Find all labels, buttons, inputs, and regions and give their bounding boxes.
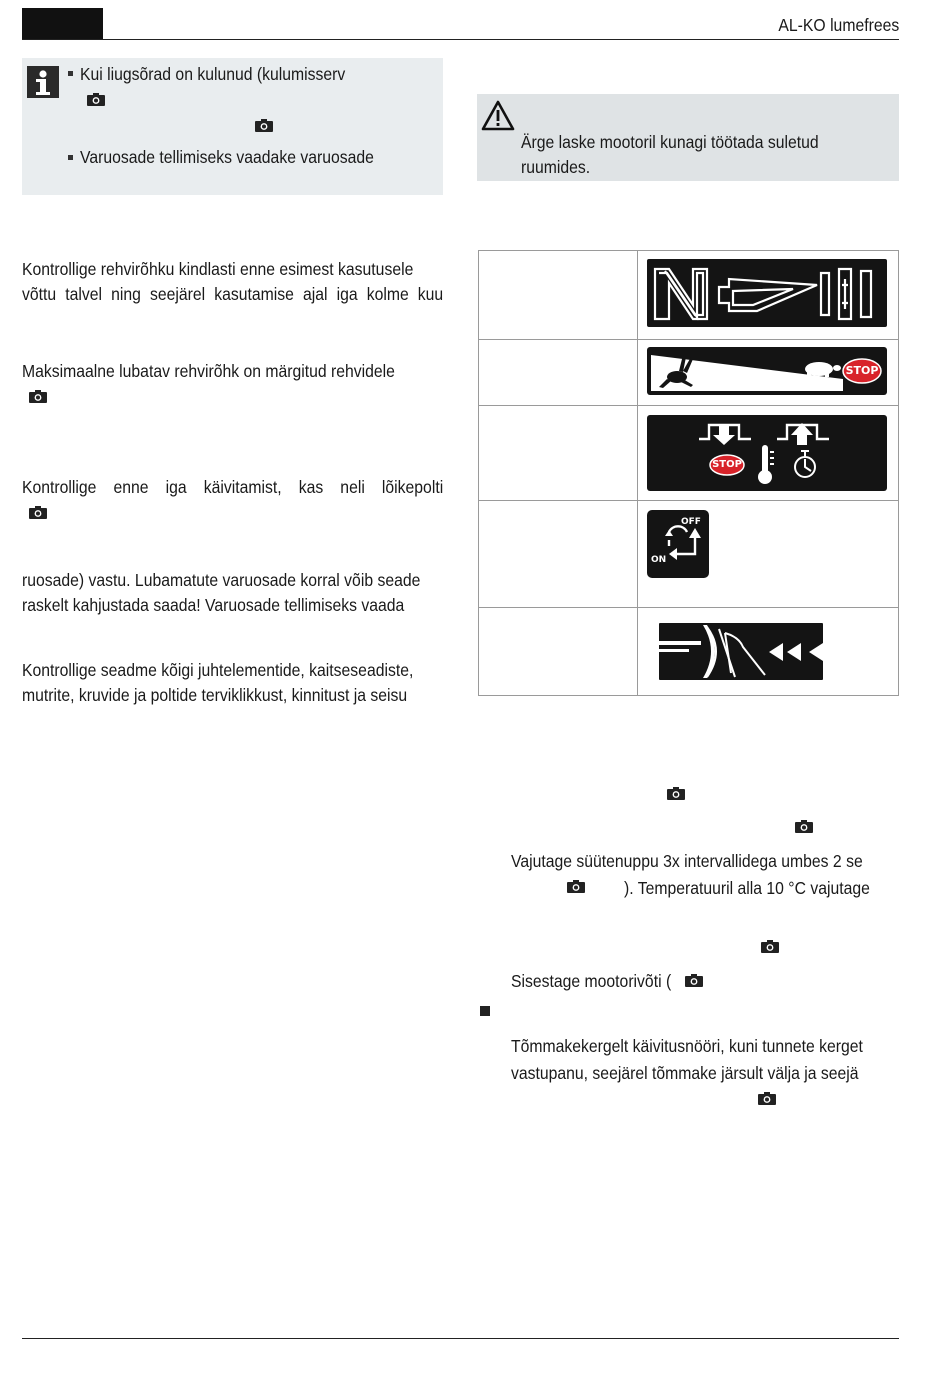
camera-icon xyxy=(667,787,685,800)
shear-bolt-check-text: Kontrollige enne iga käivitamist, kas neli lõikepolti xyxy=(22,477,444,497)
on-label: ON xyxy=(651,555,667,565)
speed-symbol xyxy=(647,347,887,395)
camera-icon xyxy=(567,880,585,893)
warning-box xyxy=(477,94,899,181)
warning-text-line-1: Ärge laske mootoril kunagi töötada suletud xyxy=(521,132,819,152)
primer-step-line-1: Vajutage süütenuppu 3x intervallidega umbes 2 se xyxy=(511,851,863,871)
bullet xyxy=(68,155,73,160)
arrow-down-icon xyxy=(713,425,735,445)
starter-cord-step-line-1: Tõmmakekergelt käivitusnööri, kuni tunnete kerget xyxy=(511,1036,863,1056)
max-pressure-text: Maksimaalne lubatav rehvirõhk on märgitud rehvidele xyxy=(22,361,395,381)
square-bullet xyxy=(480,1006,490,1016)
stop-label: STOP xyxy=(845,364,879,377)
gear-shift-symbol xyxy=(647,259,887,327)
warning-text-line-2: ruumides. xyxy=(521,157,591,177)
info-item-2: Varuosade tellimiseks vaadake varuosade xyxy=(80,147,374,167)
page-number-block xyxy=(22,8,103,40)
timer-icon xyxy=(795,451,815,477)
header-rule xyxy=(22,39,899,40)
engine-key-step: Sisestage mootorivõti ( xyxy=(511,971,672,991)
spare-parts-text-1: ruosade) vastu. Lubamatute varuosade korral võib seade xyxy=(22,570,421,590)
camera-icon xyxy=(255,119,273,132)
controls-check-text-2: mutrite, kruvide ja poltide terviklikkust, kinnitust ja seisu xyxy=(22,685,408,705)
off-label: OFF xyxy=(681,517,701,527)
bullet xyxy=(68,71,73,76)
info-icon xyxy=(27,66,59,98)
camera-icon xyxy=(758,1092,776,1105)
thermometer-icon xyxy=(758,445,774,484)
camera-icon xyxy=(761,940,779,953)
on-off-switch-symbol xyxy=(647,510,709,578)
stop-label: STOP xyxy=(712,459,742,470)
warning-triangle-icon xyxy=(481,100,515,136)
starter-cord-step-line-2: vastupanu, seejärel tõmmake järsult välja ja seejä xyxy=(511,1063,859,1083)
primer-step-line-2: ). Temperatuuril alla 10 °C vajutage xyxy=(624,878,870,898)
camera-icon xyxy=(795,820,813,833)
tire-check-text-1: Kontrollige rehvirõhku kindlasti enne esimest kasutusele xyxy=(22,259,414,279)
footer-rule xyxy=(22,1338,899,1339)
info-box xyxy=(22,58,443,195)
header-title: AL-KO lumefrees xyxy=(778,15,899,35)
tire-check-text-2: võttu talvel ning seejärel kasutamise ajal iga kolme kuu xyxy=(22,284,444,304)
camera-icon xyxy=(87,93,105,106)
arrow-left-icon xyxy=(787,643,801,661)
spare-parts-text-2: raskelt kahjustada saada! Varuosade tellimiseks vaada xyxy=(22,595,405,615)
turtle-icon xyxy=(805,362,841,377)
camera-icon xyxy=(29,390,47,403)
controls-check-text-1: Kontrollige seadme kõigi juhtelementide, kaitseseadiste, xyxy=(22,660,414,680)
info-item-1: Kui liugsõrad on kulunud (kulumisserv xyxy=(80,64,346,84)
auger-control-symbol xyxy=(647,415,887,491)
camera-icon xyxy=(29,506,47,519)
choke-symbol xyxy=(659,623,823,680)
camera-icon xyxy=(685,974,703,987)
arrow-up-icon xyxy=(791,423,813,445)
